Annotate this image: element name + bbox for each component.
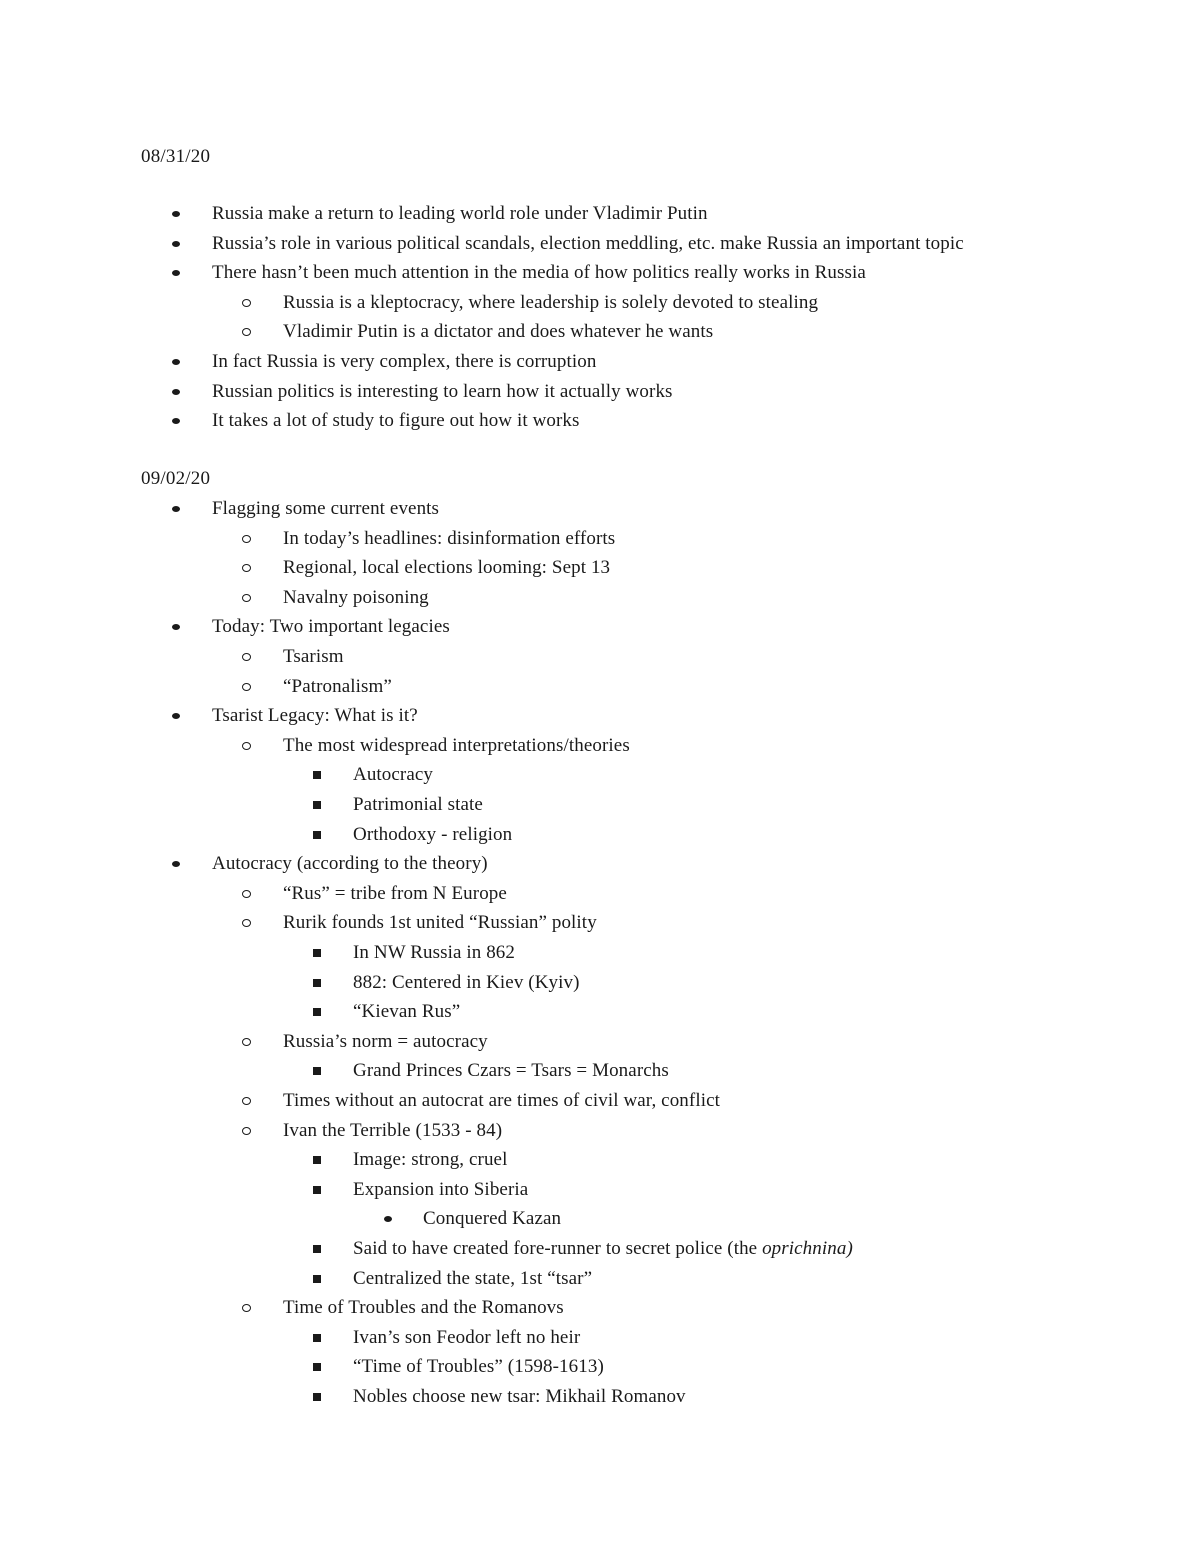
list-item-text: Tsarism — [283, 646, 344, 667]
bullet-square-icon — [305, 1148, 329, 1172]
list-item-text: 882: Centered in Kiev (Kyiv) — [353, 971, 580, 993]
bullet-circle-icon — [235, 291, 259, 315]
bullet-circle-icon — [235, 734, 259, 758]
list-item — [212, 409, 580, 433]
list-item-italic-text: oprichnina) — [762, 1238, 853, 1259]
bullet-disc-icon — [163, 852, 187, 876]
bullet-disc-icon — [163, 615, 187, 639]
list-item-text: Image: strong, cruel — [353, 1149, 508, 1171]
list-item — [283, 291, 818, 315]
list-item — [283, 911, 597, 935]
bullet-square-icon — [305, 1385, 329, 1409]
bullet-disc-icon — [375, 1207, 399, 1231]
list-item-text: Navalny poisoning — [283, 586, 429, 608]
list-item-text: Nobles choose new tsar: Mikhail Romanov — [353, 1386, 686, 1407]
list-item — [212, 615, 450, 639]
list-item — [283, 1296, 564, 1320]
list-item-text: In today’s headlines: disinformation efforts — [283, 527, 616, 549]
bullet-disc-icon — [163, 202, 187, 226]
list-item-text: Russia’s norm = autocracy — [283, 1030, 488, 1052]
list-item-text: Russia is a kleptocracy, where leadership is solely devoted to stealing — [283, 291, 819, 313]
list-item-text: Grand Princes Czars = Tsars = Monarchs — [353, 1060, 669, 1082]
bullet-circle-icon — [235, 1030, 259, 1054]
section-date: 09/02/20 — [141, 468, 211, 489]
list-item-text: Time of Troubles and the Romanovs — [283, 1297, 564, 1319]
list-item-text: “Time of Troubles” (1598-1613) — [353, 1356, 604, 1378]
bullet-circle-icon — [235, 911, 259, 935]
list-item — [283, 645, 344, 669]
list-item — [283, 556, 610, 580]
list-item-text: In fact Russia is very complex, there is corruption — [212, 351, 597, 372]
list-item — [283, 1030, 488, 1054]
bullet-square-icon — [305, 971, 329, 995]
list-item — [212, 350, 596, 374]
bullet-square-icon — [305, 1355, 329, 1379]
list-item — [212, 497, 439, 521]
list-item — [353, 941, 515, 965]
list-item-text: Ivan’s son Feodor left no heir — [353, 1326, 581, 1348]
bullet-square-icon — [305, 1237, 329, 1261]
list-item — [353, 793, 483, 817]
list-item-text: Conquered Kazan — [423, 1208, 562, 1230]
bullet-square-icon — [305, 793, 329, 817]
bullet-circle-icon — [235, 882, 259, 906]
list-item-text: Times without an autocrat are times of civil war, conflict — [283, 1090, 721, 1111]
bullet-square-icon — [305, 1267, 329, 1291]
bullet-square-icon — [305, 1326, 329, 1350]
list-item — [212, 704, 418, 728]
list-item — [353, 971, 580, 995]
bullet-disc-icon — [163, 497, 187, 521]
list-item-text: “Kievan Rus” — [353, 1001, 461, 1023]
bullet-circle-icon — [235, 527, 259, 551]
bullet-square-icon — [305, 1178, 329, 1202]
list-item — [212, 380, 673, 404]
list-item-text: The most widespread interpretations/theories — [283, 734, 630, 756]
bullet-disc-icon — [163, 409, 187, 433]
list-item-text: Tsarist Legacy: What is it? — [212, 705, 418, 727]
bullet-disc-icon — [163, 704, 187, 728]
list-item-text: In NW Russia in 862 — [353, 942, 515, 963]
bullet-circle-icon — [235, 1296, 259, 1320]
bullet-disc-icon — [163, 261, 187, 285]
list-item — [283, 527, 615, 551]
list-item — [212, 202, 708, 226]
bullet-square-icon — [305, 763, 329, 787]
list-item-text: Flagging some current events — [212, 498, 440, 519]
list-item-text: Orthodoxy - religion — [353, 823, 513, 845]
list-item — [353, 1267, 592, 1291]
list-item-text: Autocracy (according to the theory) — [212, 853, 488, 875]
list-item-text: Patrimonial state — [353, 794, 483, 815]
list-item-text: Ivan the Terrible (1533 - 84) — [283, 1119, 503, 1141]
bullet-square-icon — [305, 941, 329, 965]
list-item-text: Regional, local elections looming: Sept 13 — [283, 557, 611, 579]
bullet-circle-icon — [235, 1089, 259, 1113]
list-item-text: Centralized the state, 1st “tsar” — [353, 1267, 593, 1289]
list-item — [283, 1089, 720, 1113]
list-item-text: “Patronalism” — [283, 675, 392, 697]
list-item-text: It takes a lot of study to figure out how it works — [212, 410, 580, 432]
list-item — [212, 232, 964, 256]
list-item — [353, 763, 433, 787]
bullet-square-icon — [305, 1059, 329, 1083]
section-date: 08/31/20 — [141, 146, 211, 167]
list-item-text: Russia make a return to leading world role under Vladimir Putin — [212, 203, 708, 224]
list-item — [353, 1059, 669, 1083]
list-item — [283, 1119, 502, 1143]
bullet-circle-icon — [235, 645, 259, 669]
list-item — [353, 1178, 528, 1202]
list-item-text: Said to have created fore-runner to secret police (the — [353, 1238, 763, 1259]
list-item-text: Russian politics is interesting to learn how it actually works — [212, 380, 673, 402]
bullet-circle-icon — [235, 1119, 259, 1143]
list-item-text: Autocracy — [353, 764, 434, 786]
bullet-square-icon — [305, 823, 329, 847]
list-item-text: There hasn’t been much attention in the media of how politics really works in Russia — [212, 262, 866, 284]
bullet-disc-icon — [163, 350, 187, 374]
list-item — [212, 852, 488, 876]
list-item — [283, 675, 392, 699]
list-item — [212, 261, 866, 285]
bullet-disc-icon — [163, 380, 187, 404]
list-item-text: Rurik founds 1st united “Russian” polity — [283, 912, 597, 934]
list-item — [353, 1355, 604, 1379]
list-item-text: Expansion into Siberia — [353, 1178, 529, 1200]
list-item — [283, 734, 630, 758]
list-item — [423, 1207, 561, 1231]
bullet-circle-icon — [235, 675, 259, 699]
bullet-disc-icon — [163, 232, 187, 256]
list-item-text: “Rus” = tribe from N Europe — [283, 882, 507, 904]
list-item-text: Russia’s role in various political scandals, election meddling, etc. make Russia an important topic — [212, 232, 964, 254]
list-item — [353, 823, 512, 847]
bullet-circle-icon — [235, 556, 259, 580]
list-item — [353, 1237, 853, 1261]
bullet-square-icon — [305, 1000, 329, 1024]
list-item — [283, 586, 429, 610]
list-item-text: Vladimir Putin is a dictator and does whatever he wants — [283, 321, 714, 343]
bullet-circle-icon — [235, 320, 259, 344]
list-item — [353, 1148, 507, 1172]
bullet-circle-icon — [235, 586, 259, 610]
list-item — [353, 1385, 686, 1409]
list-item — [353, 1000, 460, 1024]
list-item — [283, 320, 713, 344]
list-item-text: Today: Two important legacies — [212, 616, 450, 638]
list-item — [353, 1326, 580, 1350]
list-item — [283, 882, 507, 906]
